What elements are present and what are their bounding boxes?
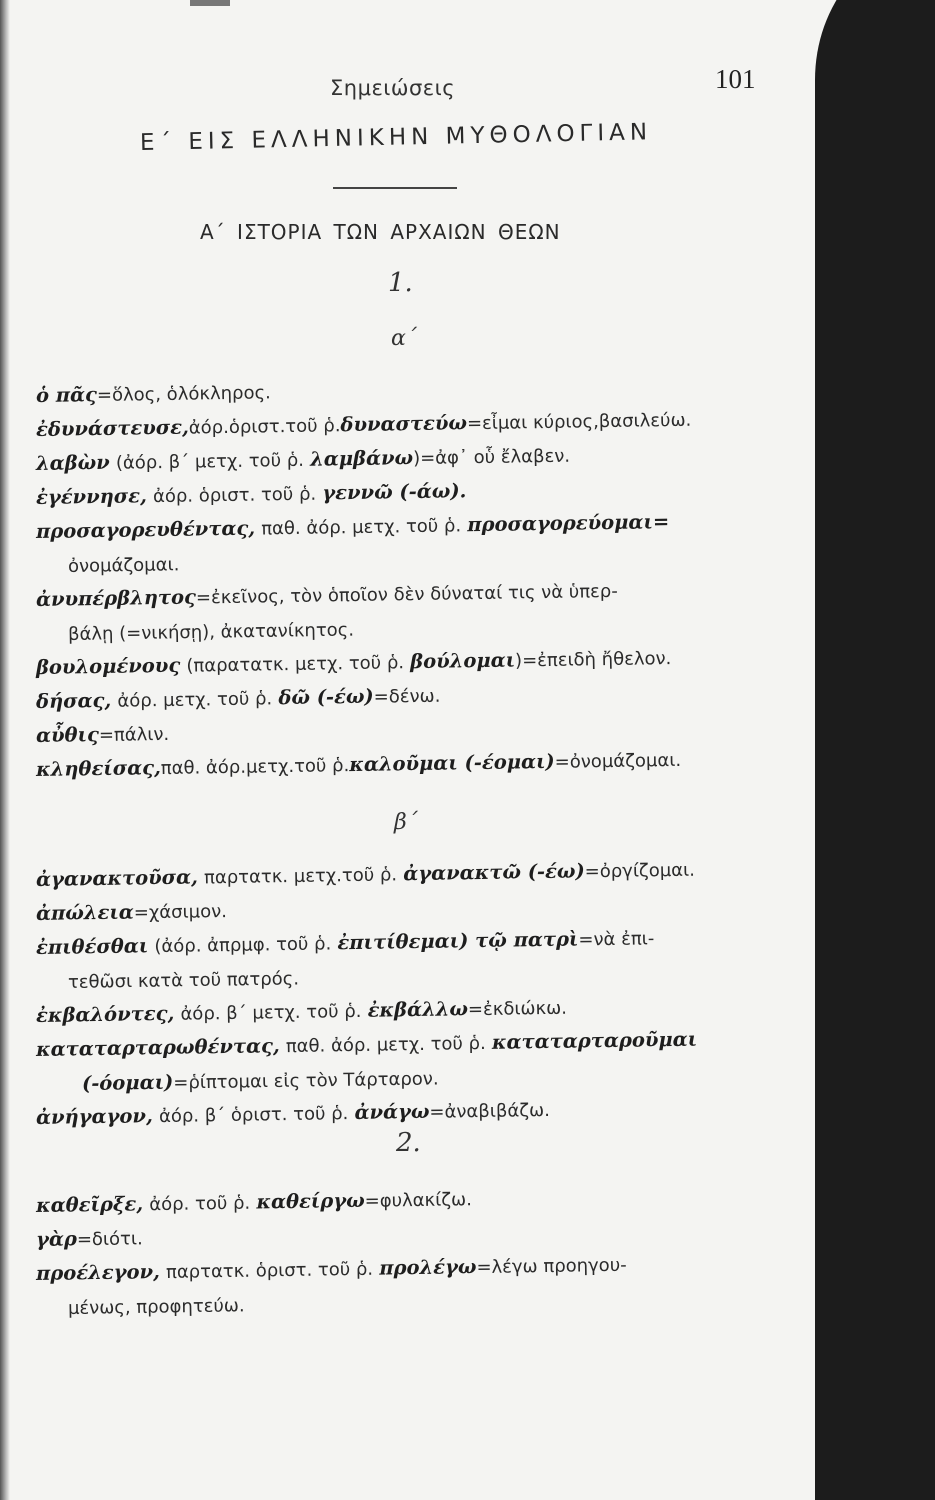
entry-term: ἀνήγαγον, bbox=[35, 1104, 153, 1129]
glossary-entry-continuation bbox=[68, 610, 828, 646]
entry-gloss: ἀόρ. μετχ. τοῦ ῥ. bbox=[117, 688, 273, 712]
entry-gloss: παρτατκ. ὁριστ. τοῦ ῥ. bbox=[165, 1258, 374, 1283]
entry-term: ὁ πᾶς bbox=[35, 383, 98, 407]
glossary-entry bbox=[36, 1216, 796, 1252]
entry-gloss: τεθῶσι κατὰ τοῦ πατρός. bbox=[67, 968, 300, 993]
glossary-entry-continuation bbox=[68, 1284, 828, 1320]
glossary-entry bbox=[36, 1094, 796, 1130]
entry-term: προέλεγον, bbox=[35, 1260, 160, 1285]
entry-verb: γεννῶ (-άω). bbox=[322, 479, 467, 505]
entry-term: καταταρταρωθέντας, bbox=[35, 1034, 280, 1061]
entry-verb: ἐκβάλλω bbox=[367, 997, 469, 1022]
entry-term: βουλομένους bbox=[35, 653, 181, 679]
entry-gloss: =ὀνομάζομαι. bbox=[554, 749, 682, 773]
entry-gloss: =ῥίπτομαι εἰς τὸν Τάρταρον. bbox=[173, 1068, 439, 1094]
entry-term: καθεῖρξε, bbox=[35, 1192, 144, 1217]
entry-verb: καθείργω bbox=[256, 1188, 365, 1214]
entry-gloss: ἀόρ. β΄ μετχ. τοῦ ῥ. bbox=[180, 1000, 362, 1025]
glossary-entry bbox=[36, 856, 796, 892]
entry-gloss: )=ἐπειδὴ ἤθελον. bbox=[514, 648, 672, 672]
entry-gloss: ὀνομάζομαι. bbox=[67, 554, 180, 577]
chapter-title: Ε΄ ΕΙΣ ΕΛΛΗΝΙΚΗΝ ΜΥΘΟΛΟΓΙΑΝ bbox=[139, 119, 653, 156]
section-number-1: 1. bbox=[388, 268, 413, 298]
glossary-entry bbox=[36, 372, 796, 408]
entry-term: ἐκβαλόντες, bbox=[35, 1001, 175, 1027]
glossary-entry bbox=[36, 644, 796, 680]
entry-gloss: =δένω. bbox=[373, 685, 441, 708]
entry-gloss: =ὀργίζομαι. bbox=[584, 859, 696, 883]
entry-term: ἀπώλεια bbox=[35, 900, 134, 925]
glossary-entry bbox=[36, 746, 796, 782]
glossary-entry bbox=[36, 890, 796, 926]
entry-verb: καλοῦμαι (-έομαι) bbox=[349, 749, 555, 777]
glossary-entry-continuation bbox=[68, 958, 828, 994]
entry-verb: δυναστεύω bbox=[340, 411, 468, 437]
glossary-entry bbox=[36, 678, 796, 714]
entry-gloss: =ἐκδιώκω. bbox=[467, 997, 568, 1021]
entry-term: κληθείσας, bbox=[35, 756, 161, 781]
entry-verb: δῶ (-έω) bbox=[278, 684, 374, 710]
entry-gloss: ἀόρ. ὁριστ. τοῦ ῥ. bbox=[152, 483, 317, 508]
entry-gloss: ἀόρ. β΄ ὁριστ. τοῦ ῥ. bbox=[158, 1103, 349, 1128]
entry-gloss: =ἐκεῖνος, τὸν ὁποῖον δὲν δύναταί τις νὰ ὑπερ- bbox=[195, 580, 618, 609]
subsection-alpha: α΄ bbox=[391, 326, 417, 351]
entry-gloss: μένως, προφητεύω. bbox=[67, 1295, 245, 1319]
entry-gloss: =πάλιν. bbox=[98, 723, 170, 747]
entry-term: γὰρ bbox=[35, 1227, 78, 1251]
entry-verb: βούλομαι bbox=[410, 648, 516, 674]
entry-gloss: =ἀναβιβάζω. bbox=[429, 1099, 551, 1123]
entry-gloss: (ἀόρ. β΄ μετχ. τοῦ ῥ. bbox=[115, 449, 305, 474]
entry-gloss: (ἀόρ. ἀπρμφ. τοῦ ῥ. bbox=[154, 933, 332, 958]
section-title: Α΄ ΙΣΤΟΡΙΑ ΤΩΝ ΑΡΧΑΙΩΝ ΘΕΩΝ bbox=[200, 220, 561, 244]
entry-term: ἀγανακτοῦσα, bbox=[35, 865, 199, 891]
entry-term: προσαγορευθέντας, bbox=[35, 516, 256, 543]
glossary-entry bbox=[36, 1250, 796, 1286]
entry-gloss: παθ. ἀόρ. μετχ. τοῦ ῥ. bbox=[261, 515, 462, 540]
entry-term: ἐγέννησε, bbox=[35, 484, 148, 509]
glossary-entry bbox=[36, 924, 796, 960]
entry-gloss: ἀόρ.ὁριστ.τοῦ ῥ. bbox=[188, 415, 341, 439]
subsection-beta: β΄ bbox=[394, 810, 418, 835]
section-number-2: 2. bbox=[396, 1128, 421, 1158]
entry-gloss: παθ. ἀόρ.μετχ.τοῦ ῥ. bbox=[160, 755, 350, 780]
entry-gloss: ἀόρ. τοῦ ῥ. bbox=[149, 1192, 251, 1216]
entry-gloss: =χάσιμον. bbox=[133, 901, 228, 924]
entry-term: (-όομαι) bbox=[81, 1070, 174, 1095]
glossary-entry-continuation bbox=[68, 542, 828, 578]
entry-gloss: παρτατκ. μετχ.τοῦ ῥ. bbox=[203, 864, 398, 889]
entry-verb: καταταρταροῦμαι bbox=[491, 1027, 698, 1054]
entry-gloss: (παρατατκ. μετχ. τοῦ ῥ. bbox=[186, 652, 405, 677]
entry-term: ἐδυνάστευσε, bbox=[35, 415, 190, 441]
entry-term: αὖθις bbox=[35, 723, 100, 747]
glossary-entry-continuation bbox=[82, 1060, 842, 1096]
glossary-entry bbox=[36, 992, 796, 1028]
glossary-entry bbox=[36, 508, 796, 544]
glossary-entry bbox=[36, 406, 796, 442]
entry-verb: προλέγω bbox=[379, 1255, 477, 1280]
entry-gloss: =νὰ ἐπι- bbox=[578, 928, 655, 951]
entry-term: λαβὼν bbox=[35, 450, 110, 475]
entry-gloss: =φυλακίζω. bbox=[364, 1189, 473, 1212]
entry-verb: ἀγανακτῶ (-έω) bbox=[403, 859, 585, 886]
entry-verb: ἐπιτίθεμαι) τῷ πατρὶ bbox=[337, 927, 579, 955]
running-head: Σημειώσεις bbox=[330, 76, 456, 100]
entry-gloss: =διότι. bbox=[76, 1228, 143, 1251]
glossary-entry bbox=[36, 712, 796, 748]
glossary-entry bbox=[36, 1026, 796, 1062]
glossary-entry bbox=[36, 576, 796, 612]
entry-term: δήσας, bbox=[35, 688, 112, 713]
entry-gloss: )=ἀφ᾽ οὗ ἔλαβεν. bbox=[412, 445, 571, 470]
glossary-entry bbox=[36, 474, 796, 510]
entry-verb: προσαγορεύομαι= bbox=[467, 510, 670, 537]
entry-verb: ἀνάγω bbox=[354, 1099, 430, 1124]
entry-gloss: =ὅλος, ὁλόκληρος. bbox=[96, 382, 271, 407]
page-number: 101 bbox=[715, 64, 756, 94]
entry-gloss: =λέγω προηγου- bbox=[476, 1254, 627, 1279]
entry-term: ἀνυπέρβλητος bbox=[35, 585, 197, 611]
entry-gloss: παθ. ἀόρ. μετχ. τοῦ ῥ. bbox=[285, 1032, 486, 1058]
entry-term: ἐπιθέσθαι bbox=[35, 934, 149, 959]
entry-gloss: βάλῃ (=νικήσῃ), ἀκατανίκητος. bbox=[67, 619, 355, 645]
glossary-entry bbox=[36, 1182, 796, 1218]
entry-gloss: =εἶμαι κύριος,βασιλεύω. bbox=[466, 409, 692, 435]
glossary-entry bbox=[36, 440, 796, 476]
entry-verb: λαμβάνω bbox=[309, 446, 414, 471]
